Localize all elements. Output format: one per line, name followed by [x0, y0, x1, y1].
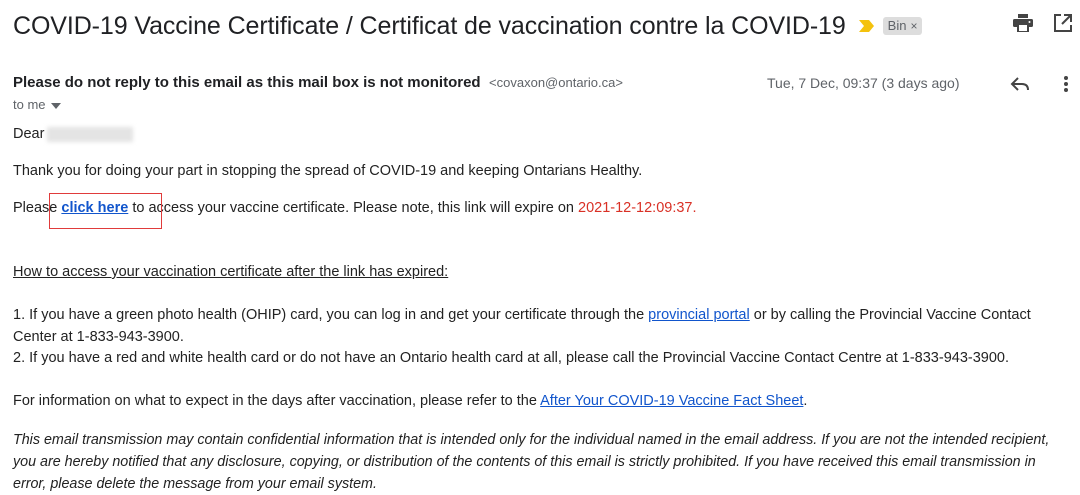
item1-suffix: or by calling the Provincial Vaccine Contact	[749, 307, 1031, 323]
access-suffix: to access your vaccine certificate. Please note, this link will expire on	[128, 200, 579, 216]
fact-sheet-link[interactable]: After Your COVID-19 Vaccine Fact Sheet	[540, 393, 804, 409]
sender-row	[13, 74, 1073, 94]
disclaimer-line-3: error, please delete the message from your email system.	[13, 476, 377, 492]
info-suffix: .	[803, 393, 808, 409]
thanks-line: Thank you for doing your part in stopping the spread of COVID-19 and keeping Ontarians Healthy.	[13, 163, 643, 179]
disclaimer-line-1: This email transmission may contain confidential information that is intended only for the individual named in the email address. If you are not the intended recipient,	[13, 432, 1050, 448]
link-highlight-box	[49, 193, 162, 229]
sender-email: <covaxon@ontario.ca>	[489, 75, 623, 90]
click-here-link[interactable]: click here	[61, 200, 129, 216]
recipients-text: to me	[13, 97, 46, 112]
instruction-item-2: 2. If you have a red and white health card or do not have an Ontario health card at all, please call the Provincial Vaccine Contact Centre at 1-833-943-3900.	[13, 350, 1010, 366]
redacted-name	[47, 127, 133, 142]
remove-label-icon[interactable]: ×	[910, 18, 918, 33]
recipients-row[interactable]	[13, 97, 61, 112]
how-to-heading: How to access your vaccination certificate after the link has expired:	[13, 264, 449, 280]
reply-icon[interactable]	[1009, 73, 1031, 95]
provincial-portal-link[interactable]: provincial portal	[648, 307, 750, 323]
confidentiality-disclaimer	[13, 429, 1068, 495]
disclaimer-line-2: you are hereby notified that any disclosure, copying, or distribution of the contents of this email is strictly prohibited. If you have received this email transmission in	[13, 454, 1036, 470]
print-icon[interactable]	[1012, 12, 1034, 34]
instruction-item-1	[13, 307, 1031, 323]
item1-prefix: 1. If you have a green photo health (OHIP) card, you can log in and get your certificate through the	[13, 307, 649, 323]
chevron-down-icon[interactable]	[51, 97, 61, 112]
access-prefix: Please	[13, 200, 62, 216]
top-toolbar	[1012, 12, 1074, 34]
greeting: Dear	[13, 126, 45, 142]
sender-name[interactable]: Please do not reply to this email as this mail box is not monitored	[13, 74, 481, 91]
expiry-date: 2021-12-12:09:37.	[578, 200, 697, 216]
greeting-line	[13, 126, 133, 142]
info-prefix: For information on what to expect in the days after vaccination, please refer to the	[13, 393, 541, 409]
instruction-item-1-line2: Center at 1-833-943-3900.	[13, 329, 184, 345]
label-chip-text: Bin	[887, 18, 907, 33]
importance-marker-icon[interactable]	[858, 19, 875, 33]
label-chip-bin[interactable]	[883, 17, 923, 35]
open-in-new-window-icon[interactable]	[1052, 12, 1074, 34]
more-vertical-icon[interactable]	[1055, 73, 1077, 95]
email-subject: COVID-19 Vaccine Certificate / Certificat de vaccination contre la COVID-19	[13, 11, 846, 40]
fact-sheet-line	[13, 393, 807, 409]
subject-row	[13, 8, 1073, 44]
email-date: Tue, 7 Dec, 09:37 (3 days ago)	[767, 75, 960, 91]
